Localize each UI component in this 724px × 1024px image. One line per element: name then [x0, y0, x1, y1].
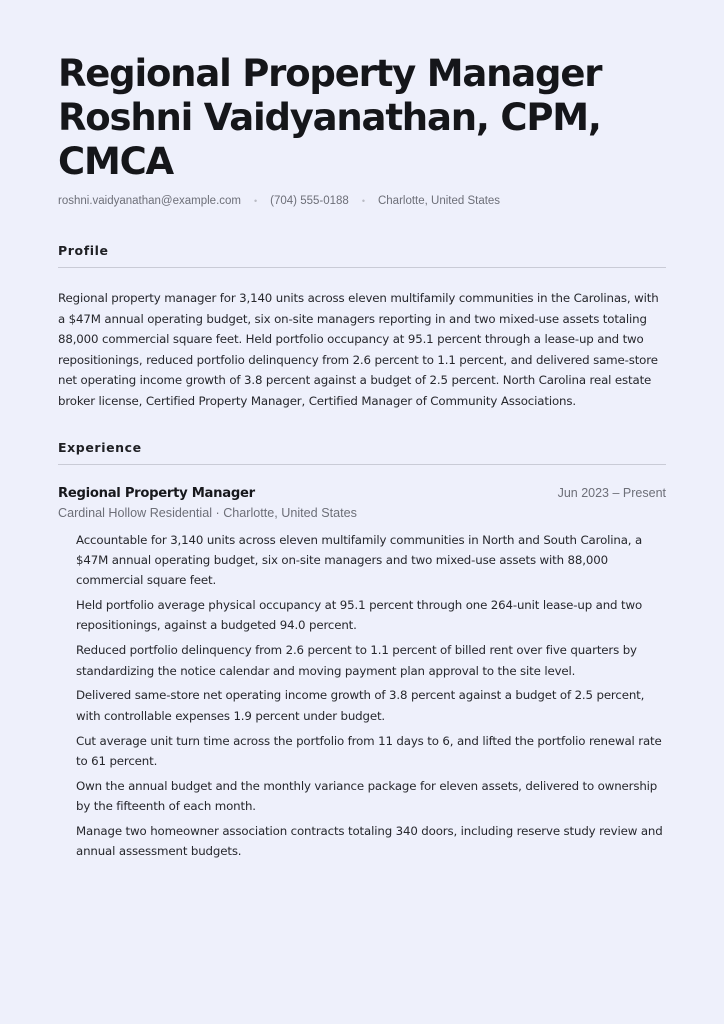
experience-section [58, 440, 666, 862]
job-bullet: Held portfolio average physical occupancy at 95.1 percent through one 264-unit lease-up and two repositionings, against a budgeted 94.0 percent. [76, 598, 643, 633]
contact-location: Charlotte, United States [377, 195, 501, 207]
section-title-experience: Experience [58, 440, 666, 465]
job-bullet-list [58, 530, 666, 862]
job-company-location: Cardinal Hollow Residential · Charlotte, United States [58, 505, 357, 520]
job-bullet: Delivered same-store net operating income growth of 3.8 percent against a budget of 2.5 percent, with controllable expenses 1.9 percent under budget. [76, 688, 645, 723]
contact-phone[interactable]: (704) 555-0188 [270, 195, 349, 207]
contact-separator: • [254, 196, 258, 206]
contact-email[interactable]: roshni.vaidyanathan@example.com [58, 195, 241, 207]
contact-separator: • [361, 196, 365, 206]
job-bullet: Accountable for 3,140 units across eleven multifamily communities in North and South Carolina, a $47M annual operating budget, six on-site managers and two mixed-use assets with 88,000 commercial square feet. [76, 532, 643, 588]
job-bullet: Reduced portfolio delinquency from 2.6 percent to 1.1 percent of billed rent over five quarters by standardizing the notice calendar and moving payment plan approval to the site level. [76, 643, 637, 678]
job-entry [58, 486, 666, 862]
profile-section [58, 243, 666, 412]
job-title: Regional Property Manager [58, 485, 255, 501]
job-header [58, 486, 666, 501]
resume-name-heading: Regional Property Manager Roshni Vaidyanathan, CPM, CMCA [58, 52, 602, 183]
job-bullet: Own the annual budget and the monthly variance package for eleven assets, delivered to ownership by the fifteenth of each month. [76, 778, 658, 814]
section-title-profile: Profile [58, 243, 666, 268]
job-dates: Jun 2023 – Present [557, 485, 666, 500]
job-bullet: Cut average unit turn time across the portfolio from 11 days to 6, and lifted the portfolio renewal rate to 61 percent. [76, 733, 662, 768]
contact-line [58, 193, 666, 209]
profile-summary: Regional property manager for 3,140 units across eleven multifamily communities in the Carolinas, with a $47M annual operating budget, six on-site managers reporting in and two mixed-use assets totaling 88,000 commercial square feet. Held portfolio occupancy at 95.1 percent through a lease-up and two repositionings, reduced portfolio delinquency from 2.6 percent to 1.1 percent, and delivered same-store net operating income growth of 3.8 percent against a budget of 2.5 percent. North Carolina real estate broker license, Certified Property Manager, Certified Manager of Community Associations. [58, 291, 659, 408]
job-bullet: Manage two homeowner association contracts totaling 340 doors, including reserve study review and annual assessment budgets. [76, 823, 663, 859]
